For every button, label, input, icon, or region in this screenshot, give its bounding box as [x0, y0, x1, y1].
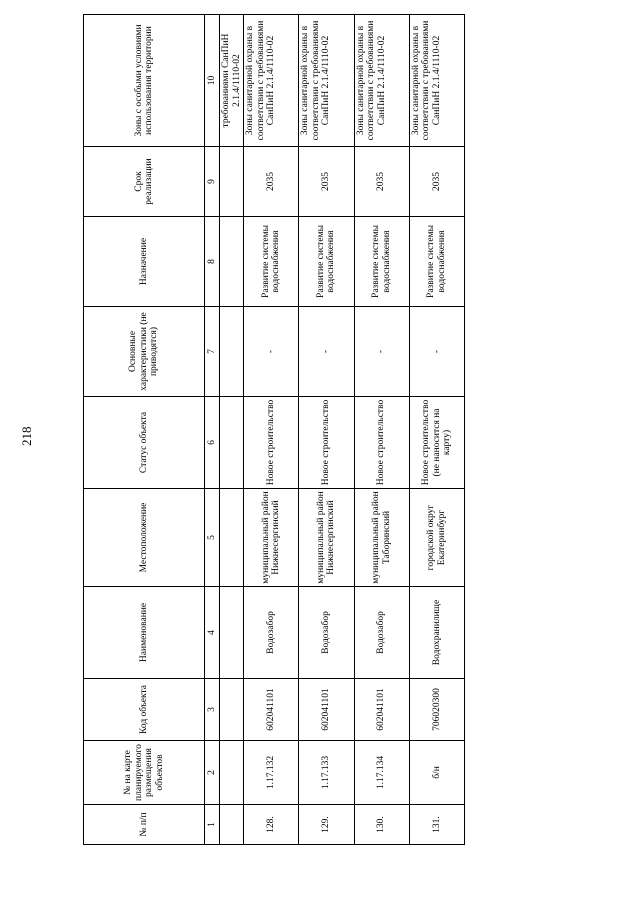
object-code: 602041101: [299, 679, 354, 741]
column-number: 5: [205, 489, 220, 587]
column-header: Назначение: [84, 217, 205, 307]
object-characteristics: -: [299, 307, 354, 397]
continuation-text: требованиями СанПиН 2.1.4/1110-02: [220, 15, 244, 147]
implementation-term: 2035: [244, 147, 299, 217]
map-number: 1.17.132: [244, 741, 299, 805]
continuation-row: [220, 15, 244, 845]
object-status: Новое строительство (не наносится на карту): [409, 397, 464, 489]
object-code: 706020300: [409, 679, 464, 741]
object-location: муниципальный район Нижнесергинский: [299, 489, 354, 587]
column-header: Зоны с особыми условиями использования территории: [84, 15, 205, 147]
map-number: 1.17.134: [354, 741, 409, 805]
special-zones: Зоны санитарной охраны в соответствии с требованиями СанПиН 2.1.4/1110-02: [354, 15, 409, 147]
column-number: 6: [205, 397, 220, 489]
object-purpose: Развитие системы водоснабжения: [299, 217, 354, 307]
special-zones: Зоны санитарной охраны в соответствии с требованиями СанПиН 2.1.4/1110-02: [244, 15, 299, 147]
row-number: 130.: [354, 805, 409, 845]
row-number: 128.: [244, 805, 299, 845]
object-code: 602041101: [354, 679, 409, 741]
implementation-term: 2035: [299, 147, 354, 217]
column-header: Основные характеристики (не приводятся): [84, 307, 205, 397]
page-number: 218: [19, 426, 34, 446]
planned-objects-table: [83, 14, 465, 845]
map-number: б/н: [409, 741, 464, 805]
column-number: 3: [205, 679, 220, 741]
object-purpose: Развитие системы водоснабжения: [244, 217, 299, 307]
object-name: Водозабор: [244, 587, 299, 679]
column-header: Наименование: [84, 587, 205, 679]
column-header: Местоположение: [84, 489, 205, 587]
map-number: 1.17.133: [299, 741, 354, 805]
object-code: 602041101: [244, 679, 299, 741]
special-zones: Зоны санитарной охраны в соответствии с требованиями СанПиН 2.1.4/1110-02: [409, 15, 464, 147]
table-row: [409, 15, 464, 845]
object-purpose: Развитие системы водоснабжения: [409, 217, 464, 307]
special-zones: Зоны санитарной охраны в соответствии с требованиями СанПиН 2.1.4/1110-02: [299, 15, 354, 147]
implementation-term: 2035: [354, 147, 409, 217]
object-status: Новое строительство: [354, 397, 409, 489]
column-number: 9: [205, 147, 220, 217]
object-name: Водозабор: [299, 587, 354, 679]
object-location: муниципальный район Таборинский: [354, 489, 409, 587]
object-location: муниципальный район Нижнесергинский: [244, 489, 299, 587]
column-number-row: [205, 15, 220, 845]
object-name: Водозабор: [354, 587, 409, 679]
header-row: [84, 15, 205, 845]
column-number: 1: [205, 805, 220, 845]
column-number: 8: [205, 217, 220, 307]
object-purpose: Развитие системы водоснабжения: [354, 217, 409, 307]
column-number: 2: [205, 741, 220, 805]
implementation-term: 2035: [409, 147, 464, 217]
table-row: [244, 15, 299, 845]
column-number: 4: [205, 587, 220, 679]
column-header: № на карте планируемого размещения объектов: [84, 741, 205, 805]
column-header: Код объекта: [84, 679, 205, 741]
object-status: Новое строительство: [244, 397, 299, 489]
object-characteristics: -: [409, 307, 464, 397]
table-row: [299, 15, 354, 845]
rotated-table-wrapper: [83, 15, 465, 845]
object-name: Водохранилище: [409, 587, 464, 679]
row-number: 129.: [299, 805, 354, 845]
row-number: 131.: [409, 805, 464, 845]
column-header: Срок реализации: [84, 147, 205, 217]
object-location: городской округ Екатеринбург: [409, 489, 464, 587]
column-number: 7: [205, 307, 220, 397]
object-characteristics: -: [244, 307, 299, 397]
column-header: Статус объекта: [84, 397, 205, 489]
column-number: 10: [205, 15, 220, 147]
object-status: Новое строительство: [299, 397, 354, 489]
table-row: [354, 15, 409, 845]
object-characteristics: -: [354, 307, 409, 397]
column-header: № п/п: [84, 805, 205, 845]
